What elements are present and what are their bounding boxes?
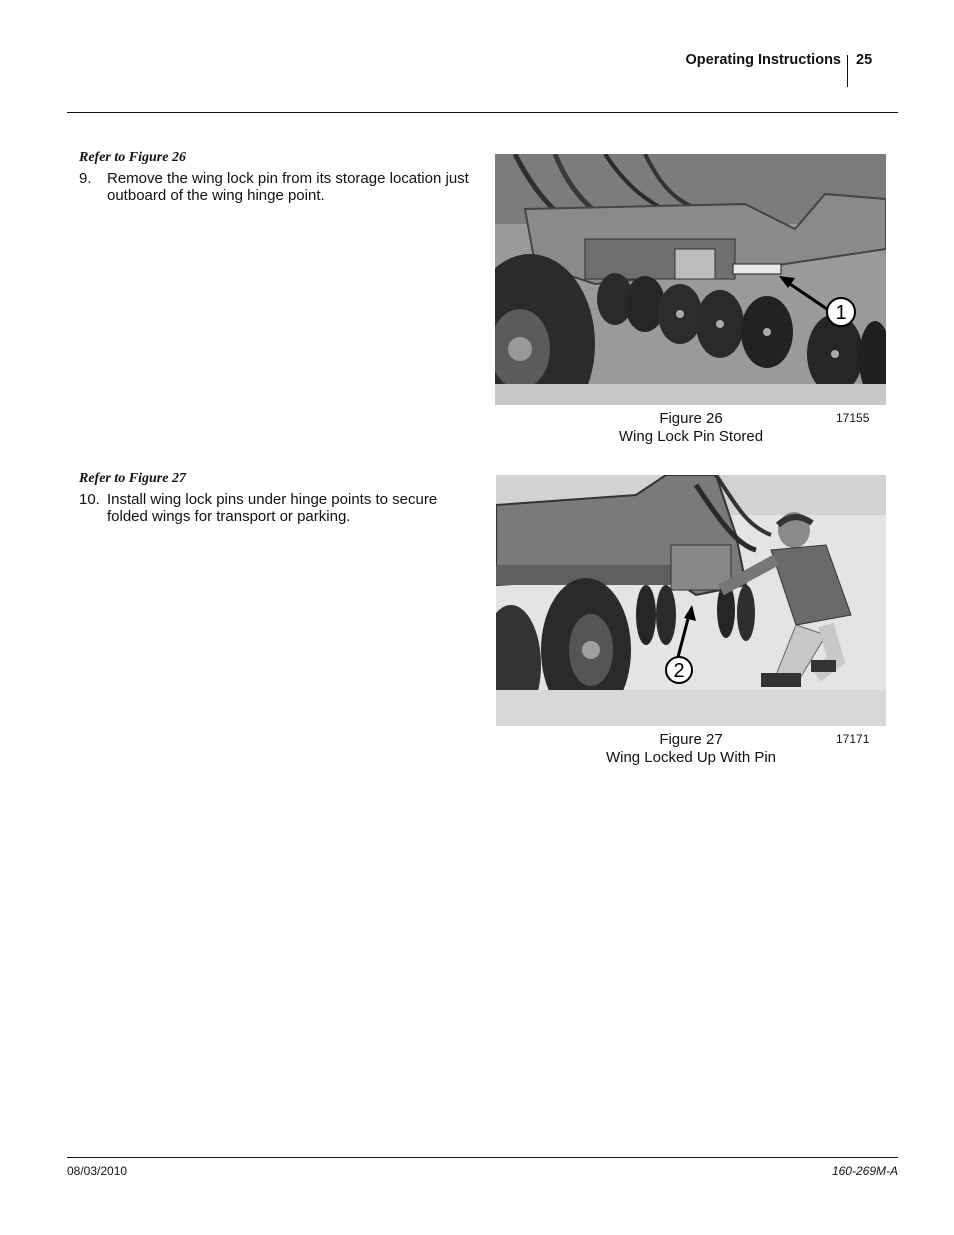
footer-date: 08/03/2010 — [67, 1164, 128, 1178]
footer-rule — [67, 1157, 898, 1158]
footer-doc-number: 160-269M-A — [831, 1164, 898, 1178]
figure-27-caption — [541, 731, 841, 767]
refer-figure-26: Refer to Figure 26 — [79, 150, 186, 165]
header-rule — [67, 112, 898, 113]
step-text: Install wing lock pins under hinge points to secure folded wings for transport or parking. — [107, 491, 438, 525]
figure-26-label: Figure 26 — [659, 410, 723, 427]
step-text: Remove the wing lock pin from its storage location just outboard of the wing hinge point. — [107, 170, 469, 204]
figure-27-id: 17171 — [836, 732, 870, 746]
figure-27-photo — [496, 475, 886, 726]
figure-26-photo — [495, 154, 886, 405]
figure-26-id: 17155 — [836, 411, 870, 425]
step-10 — [79, 491, 469, 525]
figure-26-caption — [541, 410, 841, 446]
header-divider — [847, 55, 848, 87]
refer-figure-27: Refer to Figure 27 — [79, 471, 186, 486]
figure-27-label: Figure 27 — [659, 731, 723, 748]
figure-27-callout: 2 — [673, 660, 685, 682]
step-number: 9. — [79, 170, 92, 187]
figure-27-title: Wing Locked Up With Pin — [605, 749, 777, 766]
section-title: Operating Instructions — [685, 52, 841, 68]
figure-26-title: Wing Lock Pin Stored — [618, 428, 764, 445]
step-number: 10. — [79, 491, 100, 508]
figure-26-callout: 1 — [835, 302, 847, 324]
step-9 — [79, 170, 469, 204]
page-number: 25 — [856, 52, 873, 68]
